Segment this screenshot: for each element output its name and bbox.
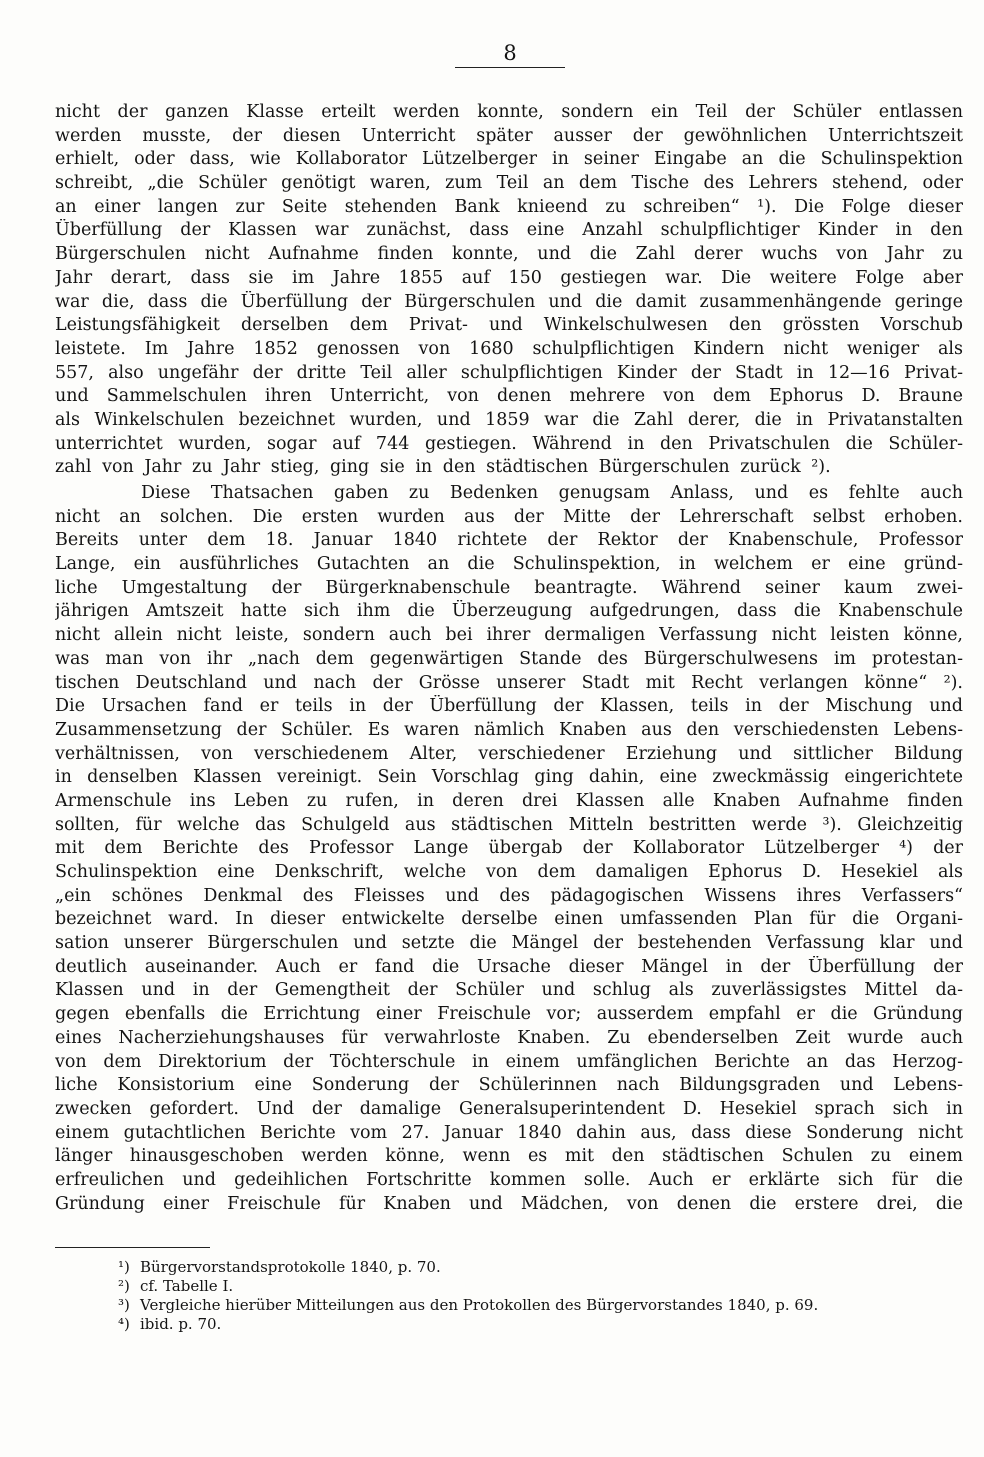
text-line: in denselben Klassen vereinigt. Sein Vorschlag ging dahin, eine zweckmässig eingerichtete xyxy=(55,767,963,788)
text-line: nicht der ganzen Klasse erteilt werden konnte, sondern ein Teil der Schüler entlassen xyxy=(55,102,963,122)
text-line: Lange, ein ausführliches Gutachten an die Schulinspektion, in welchem er eine gründ- xyxy=(55,554,963,575)
text-line: werden musste, der diesen Unterricht später ausser der gewöhnlichen Unterrichtszeit xyxy=(55,125,963,146)
text-line: liche Konsistorium eine Sonderung der Schülerinnen nach Bildungsgraden und Lebens- xyxy=(55,1075,963,1096)
text-line: Bürgerschulen nicht Aufnahme finden konnte, und die Zahl derer wuchs von Jahr zu xyxy=(55,244,963,265)
text-line: gegen ebenfalls die Errichtung einer Freischule vor; ausserdem empfahl er die Gründung xyxy=(55,1004,963,1025)
text-line: nicht an solchen. Die ersten wurden aus der Mitte der Lehrerschaft selbst erhoben. xyxy=(55,506,963,527)
paragraph xyxy=(55,101,963,480)
text-line: Zusammensetzung der Schüler. Es waren nämlich Knaben aus den verschiedensten Lebens- xyxy=(55,719,963,740)
footnote-marker: ²) xyxy=(118,1277,130,1295)
text-line: verhältnissen, von verschiedenem Alter, verschiedener Erziehung und sittlicher Bildung xyxy=(55,743,963,764)
footnote xyxy=(118,1296,958,1315)
paragraph xyxy=(55,482,963,1216)
text-line: erhielt, oder dass, wie Kollaborator Lützelberger in seiner Eingabe an die Schulinspektion xyxy=(55,149,963,170)
text-line: nicht allein nicht leiste, sondern auch bei ihrer dermaligen Verfassung nicht leisten könne, xyxy=(55,625,963,646)
footnote-text: Bürgervorstandsprotokolle 1840, p. 70. xyxy=(140,1258,441,1276)
footnote-text: ibid. p. 70. xyxy=(140,1315,222,1333)
text-line: Die Ursachen fand er teils in der Überfüllung der Klassen, teils in der Mischung und xyxy=(55,696,963,717)
text-line: bezeichnet ward. In dieser entwickelte derselbe einen umfassenden Plan für die Organi- xyxy=(55,909,963,930)
footnote xyxy=(118,1258,958,1277)
text-line: Bereits unter dem 18. Januar 1840 richtete der Rektor der Knabenschule, Professor xyxy=(55,530,963,551)
text-line: von dem Direktorium der Töchterschule in einem umfänglichen Berichte an das Herzog- xyxy=(55,1051,963,1072)
text-line: tischen Deutschland und nach der Grösse unserer Stadt mit Recht verlangen könne“ ²). xyxy=(55,672,963,693)
text-line: 557, also ungefähr der dritte Teil aller schulpflichtigen Kinder der Stadt in 12—16 Privat- xyxy=(55,362,963,383)
text-line: Leistungsfähigkeit derselben dem Privat- und Winkelschulwesen den grössten Vorschub xyxy=(55,315,963,336)
text-line: als Winkelschulen bezeichnet wurden, und 1859 war die Zahl derer, die in Privatanstalten xyxy=(55,409,963,430)
footnote xyxy=(118,1277,958,1296)
text-line: liche Umgestaltung der Bürgerknabenschule beantragte. Während seiner kaum zwei- xyxy=(55,577,963,598)
text-line: länger hinausgeschoben werden könne, wenn es mit den städtischen Schulen zu einem xyxy=(55,1146,963,1167)
text-line: einem gutachtlichen Berichte vom 27. Januar 1840 dahin aus, dass diese Sonderung nicht xyxy=(55,1122,963,1143)
text-line: Jahr derart, dass sie im Jahre 1855 auf 150 gestiegen war. Die weitere Folge aber xyxy=(55,267,963,288)
text-line: Diese Thatsachen gaben zu Bedenken genugsam Anlass, und es fehlte auch xyxy=(141,483,963,503)
text-line: schreibt, „die Schüler genötigt waren, zum Teil an dem Tische des Lehrers stehend, oder xyxy=(55,173,963,194)
text-line: und Sammelschulen ihren Unterricht, von denen mehrere von dem Ephorus D. Braune xyxy=(55,386,963,407)
text-line: Klassen und in der Gemengtheit der Schüler und schlug als zuverlässigstes Mittel da- xyxy=(55,980,963,1001)
text-line: was man von ihr „nach dem gegenwärtigen Stande des Bürgerschulwesens im protestan- xyxy=(55,648,963,669)
text-line: eines Nacherziehungshauses für verwahrloste Knaben. Zu ebenderselben Zeit wurde auch xyxy=(55,1027,963,1048)
text-line: deutlich auseinander. Auch er fand die Ursache dieser Mängel in der Überfüllung der xyxy=(55,956,963,977)
text-line: Gründung einer Freischule für Knaben und Mädchen, von denen die erstere drei, die xyxy=(55,1193,963,1214)
text-line: zahl von Jahr zu Jahr stieg, ging sie in den städtischen Bürgerschulen zurück ²). xyxy=(55,457,831,478)
text-line: „ein schönes Denkmal des Fleisses und des pädagogischen Wissens ihres Verfassers“ xyxy=(55,885,963,906)
footnotes xyxy=(118,1258,958,1334)
text-line: Schulinspektion eine Denkschrift, welche von dem damaligen Ephorus D. Hesekiel als xyxy=(55,862,963,882)
page-number: 8 xyxy=(455,40,565,68)
text-line: war die, dass die Überfüllung der Bürgerschulen und die damit zusammenhängende geringe xyxy=(55,291,963,312)
text-line: sation unserer Bürgerschulen und setzte die Mängel der bestehenden Verfassung klar und xyxy=(55,933,963,954)
text-line: an einer langen zur Seite stehenden Bank knieend zu schreiben“ ¹). Die Folge dieser xyxy=(55,196,963,217)
footnote-marker: ¹) xyxy=(118,1258,130,1276)
text-line: jährigen Amtszeit hatte sich ihm die Überzeugung aufgedrungen, dass die Knabenschule xyxy=(55,601,963,622)
footnote-marker: ³) xyxy=(118,1296,130,1314)
footnote xyxy=(118,1315,958,1334)
text-line: mit dem Berichte des Professor Lange übergab der Kollaborator Lützelberger ⁴) der xyxy=(55,838,963,859)
text-line: leistete. Im Jahre 1852 genossen von 1680 schulpflichtigen Kindern nicht weniger als xyxy=(55,338,963,359)
text-line: sollten, für welche das Schulgeld aus städtischen Mitteln bestritten werde ³). Gleichzeitig xyxy=(55,814,963,835)
text-line: unterrichtet wurden, sogar auf 744 gestiegen. Während in den Privatschulen die Schüler- xyxy=(55,433,963,454)
footnote-text: Vergleiche hierüber Mitteilungen aus den Protokollen des Bürgervorstandes 1840, p. 69. xyxy=(140,1296,819,1314)
text-line: Überfüllung der Klassen war zunächst, dass eine Anzahl schulpflichtiger Kinder in den xyxy=(55,220,963,241)
text-line: erfreulichen und gedeihlichen Fortschritte kommen solle. Auch er erklärte sich für die xyxy=(55,1169,963,1190)
text-line: zwecken gefordert. Und der damalige Generalsuperintendent D. Hesekiel sprach sich in xyxy=(55,1098,963,1119)
text-line: Armenschule ins Leben zu rufen, in deren drei Klassen alle Knaben Aufnahme finden xyxy=(55,790,963,811)
footnote-separator xyxy=(55,1247,210,1248)
footnote-text: cf. Tabelle I. xyxy=(140,1277,234,1295)
footnote-marker: ⁴) xyxy=(118,1315,130,1333)
